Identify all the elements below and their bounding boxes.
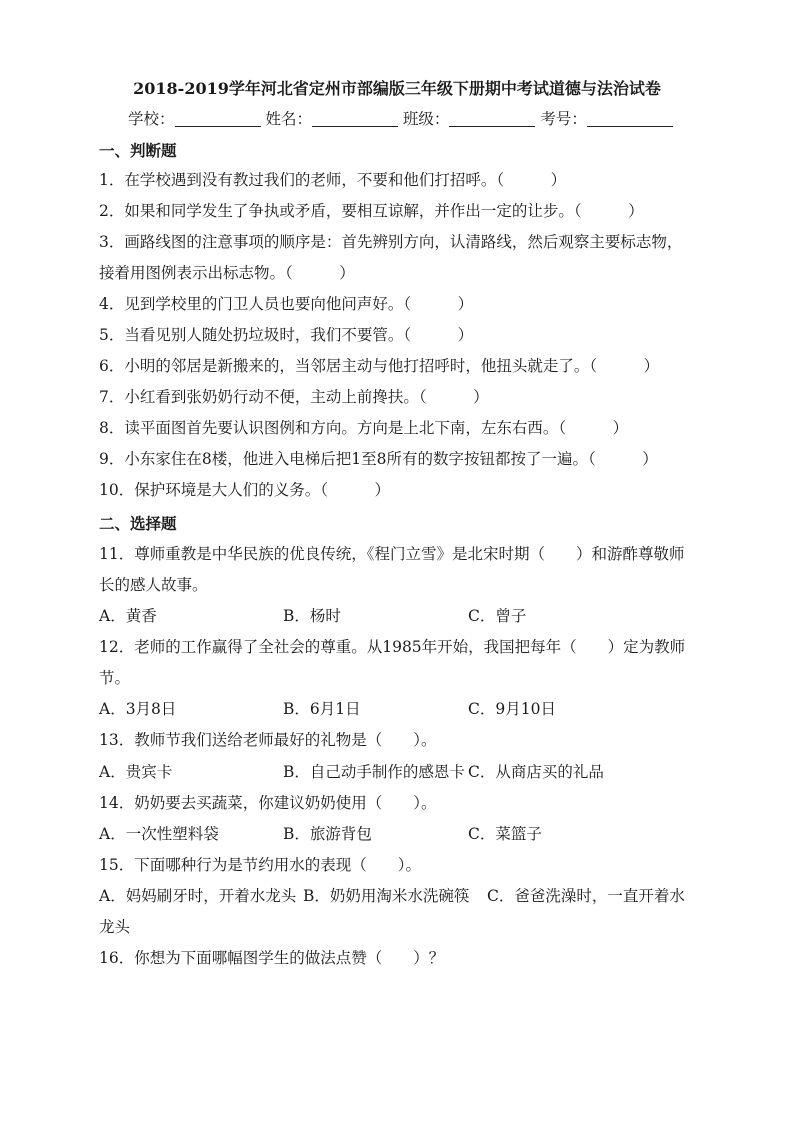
- q15-option-c-cont: 龙头: [99, 918, 131, 936]
- q11-option-c[interactable]: C．曾子: [468, 607, 527, 625]
- question-1: 1．在学校遇到没有教过我们的老师，不要和他们打招呼。（ ）: [99, 171, 567, 189]
- question-3: 3．画路线图的注意事项的顺序是：首先辨别方向，认清路线，然后观察主要标志物，: [99, 233, 683, 251]
- exam-number-label: 考号：: [540, 110, 587, 128]
- question-11: 11．尊师重教是中华民族的优良传统，《程门立雪》是北宋时期（ ）和游酢尊敬师: [99, 545, 685, 563]
- q15-option-b[interactable]: B．奶奶用淘米水洗碗筷: [303, 887, 470, 905]
- question-8: 8．读平面图首先要认识图例和方向。方向是上北下南，左东右西。（ ）: [99, 419, 629, 437]
- name-label: 姓名：: [265, 110, 312, 128]
- q11-option-a[interactable]: A．黄香: [99, 607, 157, 625]
- q13-option-b[interactable]: B．自己动手制作的感恩卡: [283, 763, 465, 781]
- question-13: 13．教师节我们送给老师最好的礼物是（ ）。: [99, 731, 437, 749]
- section-heading-multiple-choice: 二、选择题: [99, 514, 177, 533]
- question-7: 7．小红看到张奶奶行动不便，主动上前搀扶。（ ）: [99, 388, 489, 406]
- school-label: 学校：: [128, 110, 175, 128]
- exam-title: 2018-2019学年河北省定州市部编版三年级下册期中考试道德与法治试卷: [133, 79, 661, 98]
- school-blank[interactable]: [175, 110, 261, 127]
- q12-option-a[interactable]: A．3月8日: [99, 700, 177, 718]
- section-heading-true-false: 一、判断题: [99, 141, 177, 160]
- q15-option-c[interactable]: C．爸爸洗澡时，一直开着水: [487, 887, 685, 905]
- question-11-cont: 长的感人故事。: [99, 576, 208, 594]
- q13-option-c[interactable]: C．从商店买的礼品: [468, 763, 604, 781]
- student-info-line: [128, 107, 673, 129]
- question-4: 4．见到学校里的门卫人员也要向他问声好。（ ）: [99, 295, 474, 313]
- q15-option-a[interactable]: A．妈妈刷牙时，开着水龙头: [99, 887, 297, 905]
- q14-option-c[interactable]: C．菜篮子: [468, 825, 542, 843]
- question-12-cont: 节。: [99, 669, 131, 687]
- q12-option-b[interactable]: B．6月1日: [283, 700, 361, 718]
- q13-option-a[interactable]: A．贵宾卡: [99, 763, 173, 781]
- question-12: 12．老师的工作赢得了全社会的尊重。从1985年开始，我国把每年（ ）定为教师: [99, 638, 686, 656]
- exam-number-blank[interactable]: [587, 110, 673, 127]
- q12-option-c[interactable]: C．9月10日: [468, 700, 556, 718]
- q11-option-b[interactable]: B．杨时: [283, 607, 341, 625]
- question-2: 2．如果和同学发生了争执或矛盾，要相互谅解，并作出一定的让步。（ ）: [99, 202, 644, 220]
- question-10: 10．保护环境是大人们的义务。（ ）: [99, 481, 390, 499]
- class-blank[interactable]: [449, 110, 535, 127]
- question-3-cont: 接着用图例表示出标志物。（ ）: [99, 264, 355, 282]
- question-16: 16．你想为下面哪幅图学生的做法点赞（ ）？: [99, 949, 445, 967]
- name-blank[interactable]: [312, 110, 398, 127]
- class-label: 班级：: [402, 110, 450, 128]
- q14-option-b[interactable]: B．旅游背包: [283, 825, 372, 843]
- question-6: 6．小明的邻居是新搬来的，当邻居主动与他打招呼时，他扭头就走了。（ ）: [99, 357, 660, 375]
- question-14: 14．奶奶要去买蔬菜，你建议奶奶使用（ ）。: [99, 794, 437, 812]
- question-9: 9．小东家住在8楼，他进入电梯后把1至8所有的数字按钮都按了一遍。（ ）: [99, 450, 658, 468]
- q14-option-a[interactable]: A．一次性塑料袋: [99, 825, 219, 843]
- question-15: 15．下面哪种行为是节约用水的表现（ ）。: [99, 856, 421, 874]
- question-5: 5．当看见别人随处扔垃圾时，我们不要管。（ ）: [99, 326, 474, 344]
